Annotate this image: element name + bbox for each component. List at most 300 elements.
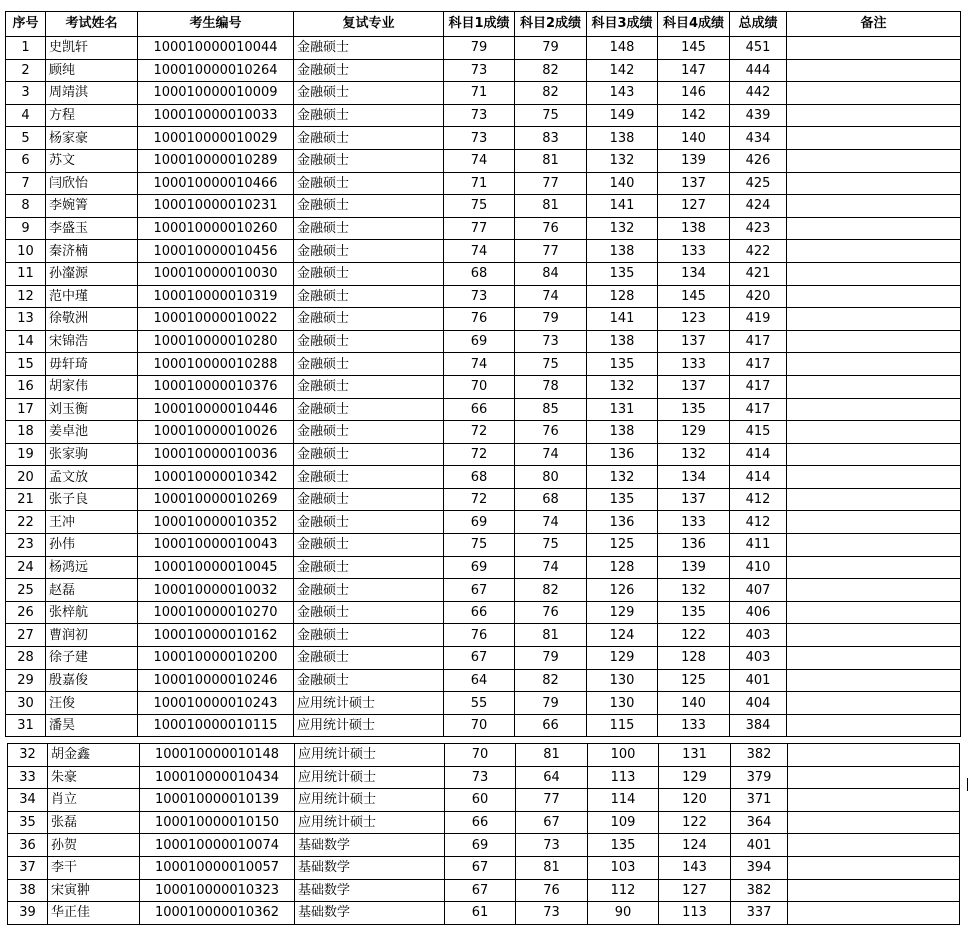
cell-total: 382 xyxy=(731,879,788,902)
cell-name: 顾纯 xyxy=(46,59,138,82)
cell-subject4: 147 xyxy=(658,59,730,82)
cell-name: 胡家伟 xyxy=(46,375,138,398)
cell-name: 张梓航 xyxy=(46,601,138,624)
cell-subject4: 137 xyxy=(658,330,730,353)
cell-seq: 24 xyxy=(6,556,46,579)
cell-remark xyxy=(788,879,960,902)
table-row xyxy=(6,624,961,647)
table-row xyxy=(8,744,960,767)
cell-subject4: 127 xyxy=(658,195,730,218)
cell-subject2: 75 xyxy=(515,353,587,376)
table-row xyxy=(6,714,961,737)
cell-total: 337 xyxy=(731,902,788,925)
cell-name: 刘玉衡 xyxy=(46,398,138,421)
cell-exam-id: 100010000010288 xyxy=(138,353,294,376)
cell-name: 徐敬洲 xyxy=(46,308,138,331)
cell-seq: 22 xyxy=(6,511,46,534)
cell-seq: 30 xyxy=(6,692,46,715)
cell-remark xyxy=(787,601,961,624)
cell-remark xyxy=(787,262,961,285)
cell-subject3: 148 xyxy=(587,37,658,60)
cell-major: 金融硕士 xyxy=(294,217,444,240)
cell-subject1: 72 xyxy=(444,443,515,466)
table-row xyxy=(6,195,961,218)
table-row xyxy=(6,375,961,398)
cell-remark xyxy=(787,285,961,308)
cell-subject2: 73 xyxy=(516,902,588,925)
cell-seq: 26 xyxy=(6,601,46,624)
cell-seq: 28 xyxy=(6,647,46,670)
cell-seq: 6 xyxy=(6,149,46,172)
cell-name: 孟文放 xyxy=(46,466,138,489)
cell-name: 孙贺 xyxy=(48,834,140,857)
cell-subject4: 146 xyxy=(658,82,730,105)
cell-subject4: 133 xyxy=(658,511,730,534)
cell-major: 基础数学 xyxy=(295,902,445,925)
cell-subject4: 140 xyxy=(658,692,730,715)
cell-seq: 34 xyxy=(8,789,48,812)
cell-major: 金融硕士 xyxy=(294,195,444,218)
cell-total: 414 xyxy=(730,466,787,489)
cell-exam-id: 100010000010009 xyxy=(138,82,294,105)
cell-seq: 16 xyxy=(6,375,46,398)
cell-exam-id: 100010000010269 xyxy=(138,488,294,511)
cell-major: 金融硕士 xyxy=(294,579,444,602)
cell-total: 401 xyxy=(731,834,788,857)
cell-seq: 3 xyxy=(6,82,46,105)
cell-total: 364 xyxy=(731,811,788,834)
cell-major: 金融硕士 xyxy=(294,534,444,557)
cell-subject3: 130 xyxy=(587,669,658,692)
cell-name: 张家驹 xyxy=(46,443,138,466)
cell-subject2: 73 xyxy=(515,330,587,353)
cell-name: 宋寅翀 xyxy=(48,879,140,902)
cell-seq: 19 xyxy=(6,443,46,466)
cell-exam-id: 100010000010200 xyxy=(138,647,294,670)
cell-major: 金融硕士 xyxy=(294,104,444,127)
cell-total: 421 xyxy=(730,262,787,285)
cell-subject2: 74 xyxy=(515,511,587,534)
cell-remark xyxy=(787,556,961,579)
cell-subject2: 66 xyxy=(515,714,587,737)
cell-total: 417 xyxy=(730,353,787,376)
header-total: 总成绩 xyxy=(730,12,787,37)
table-row xyxy=(6,398,961,421)
table-row xyxy=(6,466,961,489)
cell-subject3: 114 xyxy=(588,789,659,812)
cell-seq: 39 xyxy=(8,902,48,925)
cell-seq: 18 xyxy=(6,421,46,444)
cell-subject4: 113 xyxy=(659,902,731,925)
cell-remark xyxy=(788,744,960,767)
cell-major: 金融硕士 xyxy=(294,308,444,331)
cell-subject1: 69 xyxy=(444,330,515,353)
cell-subject3: 132 xyxy=(587,466,658,489)
cell-remark xyxy=(788,856,960,879)
cell-major: 金融硕士 xyxy=(294,330,444,353)
cell-subject3: 143 xyxy=(587,82,658,105)
cell-subject1: 67 xyxy=(445,856,516,879)
cell-subject1: 69 xyxy=(444,556,515,579)
cell-exam-id: 100010000010033 xyxy=(138,104,294,127)
table-row xyxy=(8,856,960,879)
cell-major: 应用统计硕士 xyxy=(294,692,444,715)
cell-name: 宋锦浩 xyxy=(46,330,138,353)
cell-subject1: 73 xyxy=(444,285,515,308)
cell-subject2: 85 xyxy=(515,398,587,421)
cell-total: 410 xyxy=(730,556,787,579)
cell-exam-id: 100010000010231 xyxy=(138,195,294,218)
cell-subject3: 112 xyxy=(588,879,659,902)
cell-subject3: 113 xyxy=(588,766,659,789)
cell-subject3: 141 xyxy=(587,308,658,331)
cell-remark xyxy=(788,766,960,789)
cell-major: 金融硕士 xyxy=(294,443,444,466)
cell-subject4: 125 xyxy=(658,669,730,692)
cell-subject1: 79 xyxy=(444,37,515,60)
header-remark: 备注 xyxy=(787,12,961,37)
cell-subject2: 75 xyxy=(515,534,587,557)
cell-remark xyxy=(787,240,961,263)
cell-subject1: 67 xyxy=(444,647,515,670)
table-row xyxy=(6,601,961,624)
cell-subject2: 81 xyxy=(515,149,587,172)
cell-major: 金融硕士 xyxy=(294,398,444,421)
cell-seq: 21 xyxy=(6,488,46,511)
cell-name: 毋轩琦 xyxy=(46,353,138,376)
table-row xyxy=(6,82,961,105)
cell-seq: 8 xyxy=(6,195,46,218)
cell-subject2: 76 xyxy=(515,421,587,444)
table-row xyxy=(6,669,961,692)
cell-total: 407 xyxy=(730,579,787,602)
cell-name: 华正佳 xyxy=(48,902,140,925)
cell-major: 金融硕士 xyxy=(294,172,444,195)
cell-major: 应用统计硕士 xyxy=(295,766,445,789)
cell-subject1: 76 xyxy=(444,308,515,331)
cell-subject4: 133 xyxy=(658,714,730,737)
cell-major: 金融硕士 xyxy=(294,375,444,398)
cell-subject3: 138 xyxy=(587,127,658,150)
cell-seq: 15 xyxy=(6,353,46,376)
cell-total: 442 xyxy=(730,82,787,105)
side-mark xyxy=(967,778,968,791)
cell-subject2: 76 xyxy=(515,217,587,240)
table-row xyxy=(6,511,961,534)
cell-remark xyxy=(787,37,961,60)
cell-subject1: 73 xyxy=(444,104,515,127)
cell-subject2: 82 xyxy=(515,669,587,692)
cell-subject2: 68 xyxy=(515,488,587,511)
cell-subject1: 73 xyxy=(445,766,516,789)
cell-seq: 12 xyxy=(6,285,46,308)
table-row xyxy=(6,127,961,150)
table-row xyxy=(6,692,961,715)
cell-subject2: 74 xyxy=(515,443,587,466)
cell-exam-id: 100010000010280 xyxy=(138,330,294,353)
table-row xyxy=(6,443,961,466)
cell-total: 384 xyxy=(730,714,787,737)
cell-remark xyxy=(787,353,961,376)
cell-subject1: 72 xyxy=(444,421,515,444)
cell-subject2: 67 xyxy=(516,811,588,834)
cell-exam-id: 100010000010057 xyxy=(140,856,295,879)
cell-total: 411 xyxy=(730,534,787,557)
cell-exam-id: 100010000010044 xyxy=(138,37,294,60)
table-row xyxy=(6,37,961,60)
cell-exam-id: 100010000010162 xyxy=(138,624,294,647)
cell-name: 杨鸿远 xyxy=(46,556,138,579)
cell-major: 金融硕士 xyxy=(294,421,444,444)
cell-total: 417 xyxy=(730,398,787,421)
cell-name: 张磊 xyxy=(48,811,140,834)
cell-major: 金融硕士 xyxy=(294,466,444,489)
cell-major: 金融硕士 xyxy=(294,556,444,579)
cell-subject4: 123 xyxy=(658,308,730,331)
cell-subject2: 79 xyxy=(515,37,587,60)
cell-subject4: 120 xyxy=(659,789,731,812)
cell-exam-id: 100010000010036 xyxy=(138,443,294,466)
cell-subject1: 67 xyxy=(444,579,515,602)
cell-subject2: 82 xyxy=(515,579,587,602)
cell-exam-id: 100010000010243 xyxy=(138,692,294,715)
cell-remark xyxy=(787,692,961,715)
cell-seq: 9 xyxy=(6,217,46,240)
header-major: 复试专业 xyxy=(294,12,444,37)
cell-remark xyxy=(787,647,961,670)
table-row xyxy=(6,556,961,579)
header-subject4: 科目4成绩 xyxy=(658,12,730,37)
cell-exam-id: 100010000010030 xyxy=(138,262,294,285)
cell-subject3: 135 xyxy=(588,834,659,857)
cell-seq: 25 xyxy=(6,579,46,602)
cell-major: 应用统计硕士 xyxy=(294,714,444,737)
cell-subject4: 142 xyxy=(658,104,730,127)
cell-total: 424 xyxy=(730,195,787,218)
cell-name: 姜卓池 xyxy=(46,421,138,444)
cell-subject4: 124 xyxy=(659,834,731,857)
cell-remark xyxy=(787,714,961,737)
cell-subject3: 138 xyxy=(587,330,658,353)
cell-exam-id: 100010000010270 xyxy=(138,601,294,624)
cell-subject3: 103 xyxy=(588,856,659,879)
cell-exam-id: 100010000010148 xyxy=(140,744,295,767)
cell-subject2: 82 xyxy=(515,59,587,82)
table-row xyxy=(6,172,961,195)
table-row xyxy=(8,811,960,834)
cell-major: 金融硕士 xyxy=(294,59,444,82)
table-row xyxy=(6,579,961,602)
cell-total: 404 xyxy=(730,692,787,715)
cell-subject4: 138 xyxy=(658,217,730,240)
cell-total: 401 xyxy=(730,669,787,692)
cell-subject3: 138 xyxy=(587,421,658,444)
cell-subject4: 140 xyxy=(658,127,730,150)
cell-subject3: 132 xyxy=(587,149,658,172)
cell-exam-id: 100010000010456 xyxy=(138,240,294,263)
cell-subject2: 80 xyxy=(515,466,587,489)
cell-total: 403 xyxy=(730,647,787,670)
cell-subject3: 135 xyxy=(587,262,658,285)
table-row xyxy=(8,766,960,789)
cell-name: 徐子建 xyxy=(46,647,138,670)
cell-total: 444 xyxy=(730,59,787,82)
cell-exam-id: 100010000010074 xyxy=(140,834,295,857)
cell-remark xyxy=(787,511,961,534)
cell-name: 潘昊 xyxy=(46,714,138,737)
header-exam-id: 考生编号 xyxy=(138,12,294,37)
cell-name: 王冲 xyxy=(46,511,138,534)
cell-subject4: 136 xyxy=(658,534,730,557)
cell-seq: 38 xyxy=(8,879,48,902)
table-row xyxy=(6,330,961,353)
cell-subject2: 76 xyxy=(515,601,587,624)
cell-name: 杨家豪 xyxy=(46,127,138,150)
cell-subject4: 145 xyxy=(658,285,730,308)
cell-subject2: 81 xyxy=(516,744,588,767)
cell-name: 张子良 xyxy=(46,488,138,511)
table-row xyxy=(8,789,960,812)
table-row xyxy=(6,308,961,331)
cell-subject4: 127 xyxy=(659,879,731,902)
cell-name: 闫欣怡 xyxy=(46,172,138,195)
cell-major: 基础数学 xyxy=(295,834,445,857)
cell-remark xyxy=(787,624,961,647)
table-row xyxy=(8,902,960,925)
cell-major: 金融硕士 xyxy=(294,353,444,376)
cell-subject4: 134 xyxy=(658,262,730,285)
table-row xyxy=(6,262,961,285)
cell-subject3: 90 xyxy=(588,902,659,925)
cell-subject4: 128 xyxy=(658,647,730,670)
header-subject2: 科目2成绩 xyxy=(515,12,587,37)
cell-major: 金融硕士 xyxy=(294,262,444,285)
cell-name: 李盛玉 xyxy=(46,217,138,240)
cell-total: 403 xyxy=(730,624,787,647)
table-row xyxy=(6,421,961,444)
cell-total: 425 xyxy=(730,172,787,195)
cell-subject3: 140 xyxy=(587,172,658,195)
cell-major: 应用统计硕士 xyxy=(295,744,445,767)
cell-seq: 1 xyxy=(6,37,46,60)
header-subject3: 科目3成绩 xyxy=(587,12,658,37)
cell-seq: 13 xyxy=(6,308,46,331)
cell-total: 439 xyxy=(730,104,787,127)
cell-subject2: 82 xyxy=(515,82,587,105)
cell-subject1: 60 xyxy=(445,789,516,812)
cell-remark xyxy=(787,82,961,105)
cell-total: 379 xyxy=(731,766,788,789)
cell-major: 金融硕士 xyxy=(294,285,444,308)
cell-major: 应用统计硕士 xyxy=(295,789,445,812)
cell-subject1: 75 xyxy=(444,534,515,557)
cell-seq: 32 xyxy=(8,744,48,767)
cell-major: 基础数学 xyxy=(295,879,445,902)
cell-subject2: 74 xyxy=(515,556,587,579)
cell-subject1: 66 xyxy=(445,811,516,834)
cell-major: 金融硕士 xyxy=(294,127,444,150)
cell-name: 赵磊 xyxy=(46,579,138,602)
cell-subject1: 74 xyxy=(444,353,515,376)
cell-major: 金融硕士 xyxy=(294,601,444,624)
cell-total: 426 xyxy=(730,149,787,172)
cell-remark xyxy=(787,195,961,218)
cell-name: 史凯轩 xyxy=(46,37,138,60)
cell-subject2: 81 xyxy=(515,195,587,218)
cell-subject3: 128 xyxy=(587,285,658,308)
cell-subject3: 135 xyxy=(587,353,658,376)
cell-subject1: 70 xyxy=(444,714,515,737)
cell-subject1: 68 xyxy=(444,466,515,489)
cell-subject2: 79 xyxy=(515,647,587,670)
cell-major: 金融硕士 xyxy=(294,240,444,263)
cell-seq: 31 xyxy=(6,714,46,737)
cell-total: 414 xyxy=(730,443,787,466)
cell-subject1: 71 xyxy=(444,172,515,195)
cell-subject1: 66 xyxy=(444,398,515,421)
cell-subject3: 141 xyxy=(587,195,658,218)
cell-seq: 23 xyxy=(6,534,46,557)
cell-exam-id: 100010000010026 xyxy=(138,421,294,444)
cell-total: 382 xyxy=(731,744,788,767)
cell-exam-id: 100010000010150 xyxy=(140,811,295,834)
cell-total: 417 xyxy=(730,375,787,398)
cell-subject2: 76 xyxy=(516,879,588,902)
cell-subject4: 143 xyxy=(659,856,731,879)
cell-seq: 10 xyxy=(6,240,46,263)
cell-subject4: 137 xyxy=(658,488,730,511)
cell-seq: 33 xyxy=(8,766,48,789)
header-subject1: 科目1成绩 xyxy=(444,12,515,37)
cell-subject2: 77 xyxy=(515,172,587,195)
cell-subject4: 139 xyxy=(658,149,730,172)
cell-name: 秦济楠 xyxy=(46,240,138,263)
header-seq: 序号 xyxy=(6,12,46,37)
cell-exam-id: 100010000010260 xyxy=(138,217,294,240)
cell-subject3: 136 xyxy=(587,443,658,466)
cell-subject1: 69 xyxy=(445,834,516,857)
cell-seq: 35 xyxy=(8,811,48,834)
cell-subject1: 72 xyxy=(444,488,515,511)
cell-remark xyxy=(787,127,961,150)
cell-subject4: 131 xyxy=(659,744,731,767)
cell-remark xyxy=(787,149,961,172)
cell-subject1: 73 xyxy=(444,59,515,82)
cell-remark xyxy=(787,217,961,240)
cell-exam-id: 100010000010362 xyxy=(140,902,295,925)
table-row xyxy=(6,647,961,670)
cell-subject3: 136 xyxy=(587,511,658,534)
cell-subject2: 74 xyxy=(515,285,587,308)
cell-seq: 5 xyxy=(6,127,46,150)
cell-exam-id: 100010000010043 xyxy=(138,534,294,557)
cell-subject3: 129 xyxy=(587,601,658,624)
cell-subject1: 75 xyxy=(444,195,515,218)
cell-subject2: 79 xyxy=(515,692,587,715)
cell-seq: 11 xyxy=(6,262,46,285)
cell-name: 孙瀣源 xyxy=(46,262,138,285)
table-row xyxy=(6,240,961,263)
cell-subject4: 139 xyxy=(658,556,730,579)
cell-seq: 29 xyxy=(6,669,46,692)
cell-major: 应用统计硕士 xyxy=(295,811,445,834)
cell-name: 肖立 xyxy=(48,789,140,812)
cell-total: 419 xyxy=(730,308,787,331)
cell-subject4: 129 xyxy=(659,766,731,789)
cell-subject3: 132 xyxy=(587,217,658,240)
cell-total: 371 xyxy=(731,789,788,812)
cell-remark xyxy=(787,421,961,444)
